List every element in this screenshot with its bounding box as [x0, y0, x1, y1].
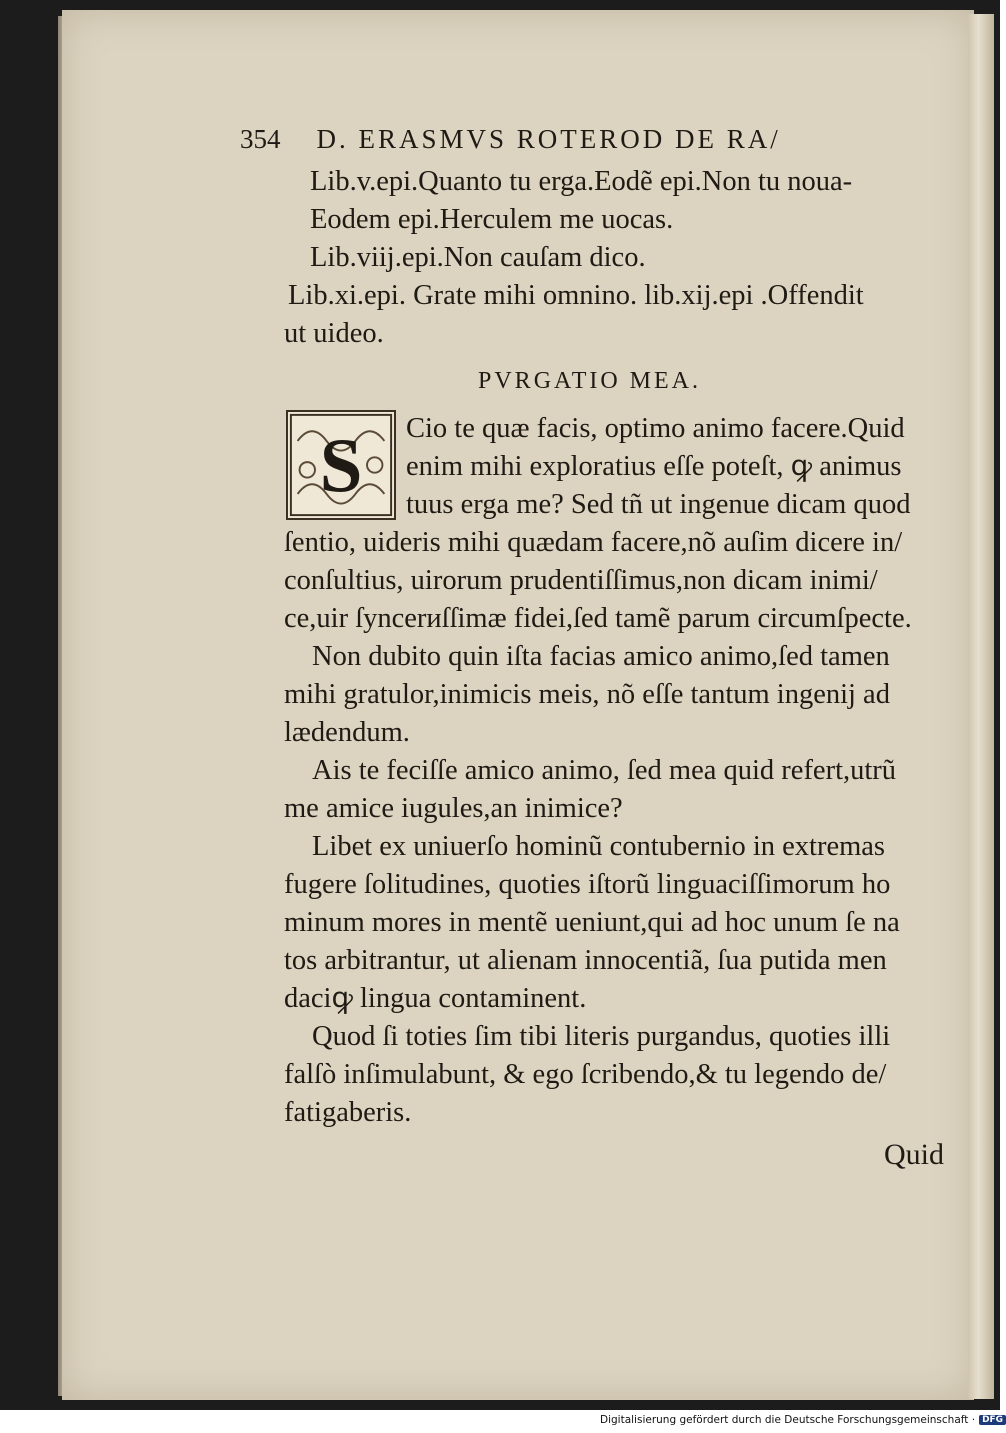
text-line: ce,uir ſyncerиſſimæ fidei,ſed tamẽ parum circumſpecte.: [284, 603, 912, 634]
text-line: minum mores in mentẽ ueniunt,qui ad hoc unum ſe na: [284, 907, 900, 938]
text-line: Lib.viij.epi.Non cauſam dico.: [310, 242, 646, 273]
text-line: Cio te quæ facis, optimo animo facere.Quid: [406, 413, 905, 444]
text-line: Libet ex uniuerſo hominũ contubernio in extremas: [312, 831, 886, 862]
decorated-initial: [286, 410, 396, 520]
credit-text: Digitalisierung gefördert durch die Deutsche Forschungsgemeinschaft ·: [600, 1414, 976, 1426]
text-line: Non dubito quin iſta facias amico animo,ſed tamen: [312, 641, 890, 672]
text-line: Lib.v.epi.Quanto tu erga.Eodẽ epi.Non tu noua-: [310, 166, 853, 197]
text-line: lædendum.: [284, 717, 410, 748]
text-line: tos arbitrantur, ut alienam innocentiã, ſua putida men: [284, 945, 887, 976]
text-line: daciꝙ lingua contaminent.: [284, 983, 587, 1014]
catchword: Quid: [884, 1138, 944, 1171]
text-line: Quod ſi toties ſim tibi literis purgandus, quoties illi: [312, 1021, 891, 1052]
text-line: fatigaberis.: [284, 1097, 412, 1128]
text-line: conſultius, uirorum prudentiſſimus,non dicam inimi/: [284, 565, 878, 596]
text-line: fugere ſolitudines, quoties iſtorũ linguaciſſimorum ho: [284, 869, 891, 900]
text-line: me amice iugules,an inimice?: [284, 793, 623, 824]
digitization-credit: [600, 1414, 1006, 1426]
dfg-logo-icon: DFG: [979, 1415, 1006, 1425]
text-line: enim mihi exploratius eſſe poteſt, ꝙ animus: [406, 451, 902, 482]
running-title: D. ERASMVS ROTEROD DE RA/: [316, 124, 781, 154]
text-line: tuus erga me? Sed tñ ut ingenue dicam quod: [406, 489, 911, 520]
running-header: [240, 124, 781, 155]
text-line: mihi gratulor,inimicis meis, nõ eſſe tantum ingenij ad: [284, 679, 890, 710]
text-line: Ais te feciſſe amico animo, ſed mea quid refert,utrũ: [312, 755, 897, 786]
text-line: ſentio, uideris mihi quædam facere,nõ auſim dicere in/: [284, 527, 903, 558]
section-heading: PVRGATIO MEA.: [478, 368, 702, 394]
initial-letter: S: [319, 422, 363, 509]
page-fore-edge: [968, 14, 994, 1399]
text-line: ut uideo.: [284, 318, 384, 349]
decorated-initial-s-icon: [288, 412, 394, 518]
text-line: Eodem epi.Herculem me uocas.: [310, 204, 674, 235]
text-line: falſò inſimulabunt, & ego ſcribendo,& tu legendo de/: [284, 1059, 887, 1090]
text-line: Lib.xi.epi. Grate mihi omnino. lib.xij.epi .Offendit: [288, 280, 864, 311]
page-number: 354: [240, 124, 281, 154]
